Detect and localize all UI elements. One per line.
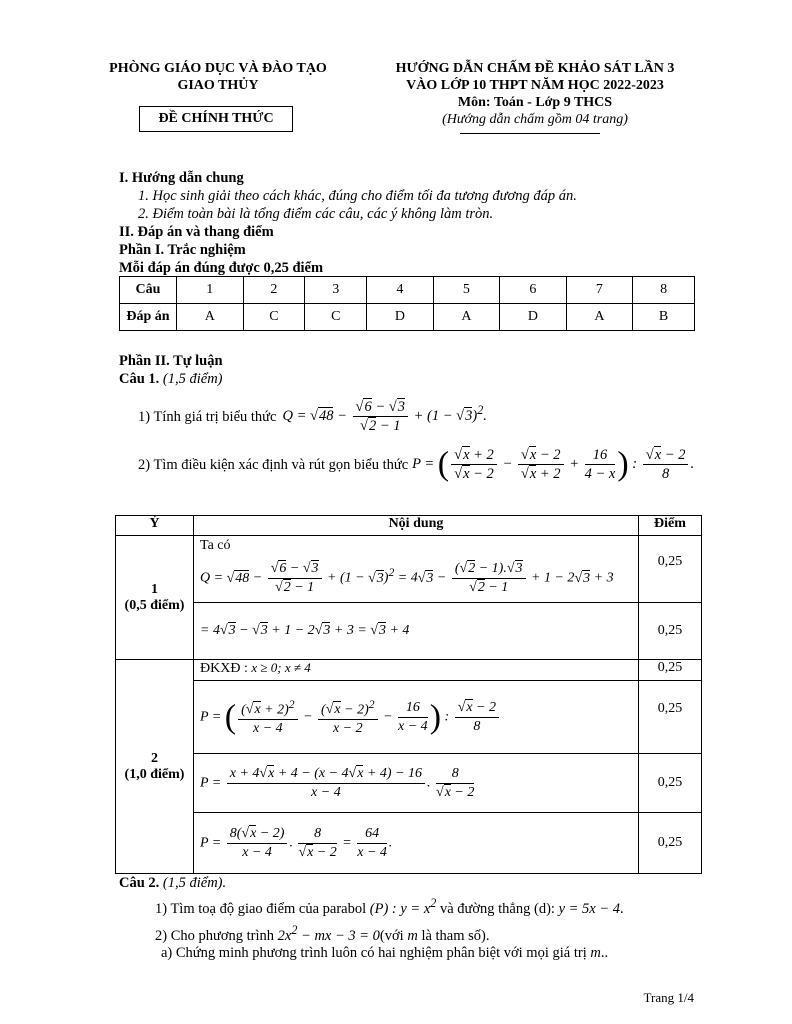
question-cell: 7	[566, 277, 633, 304]
header-divider	[460, 133, 600, 134]
general-note-1: 1. Học sinh giải theo cách khác, đúng cho điểm tối đa tương đương đáp án.	[138, 188, 577, 204]
item-1-label	[116, 536, 194, 660]
grading-row	[116, 681, 702, 754]
grading-row	[116, 754, 702, 813]
official-badge: ĐỀ CHÍNH THỨC	[139, 106, 293, 132]
q2-task-2-text-b: (với	[379, 927, 404, 944]
col-content-header: Nội dung	[194, 516, 639, 536]
question-cell: 5	[433, 277, 500, 304]
score-cell: 0,25	[639, 536, 702, 603]
answer-cell: C	[305, 304, 367, 331]
answer-cell: B	[633, 304, 695, 331]
question-cell: 4	[367, 277, 434, 304]
answer-table	[119, 276, 695, 331]
score-cell: 0,25	[639, 813, 702, 874]
q1-label: Câu 1.	[119, 371, 160, 387]
page-count-note: (Hướng dẫn chấm gồm 04 trang)	[442, 112, 628, 127]
part1-title: Phần I. Trắc nghiệm	[119, 242, 246, 258]
item-1-points: (0,5 điểm)	[124, 597, 185, 613]
section-answers-title: II. Đáp án và thang điểm	[119, 224, 274, 240]
doc-title-1: HƯỚNG DẪN CHẤM ĐỀ KHẢO SÁT LẦN 3	[395, 61, 675, 76]
item-2-label	[116, 660, 194, 874]
q2-task-2-text-c: là tham số).	[421, 927, 490, 944]
answer-cell: D	[500, 304, 567, 331]
district-name: GIAO THỦY	[177, 78, 259, 93]
item-2-step-2: P = $\frac{x + 4√ x + 4 - (x - 4√ x + 4) - 16}{x - 4}$ . 8 √ x − 2	[194, 754, 639, 813]
q1-task-2-text: 2) Tìm điều kiện xác định và rút gọn biểu thức	[138, 456, 409, 473]
q2-heading	[119, 874, 226, 892]
q1-task-2	[138, 446, 694, 483]
q2-points: (1,5 điểm).	[162, 875, 227, 891]
answer-cell: A	[566, 304, 633, 331]
q2-label: Câu 2.	[119, 875, 160, 891]
question-cell: 6	[500, 277, 567, 304]
subject-line: Môn: Toán - Lớp 9 THCS	[457, 95, 613, 110]
item-2-step-1: P = ( $\frac{(√ x + 2)^2}{x - 4}$ − $\frac{(√ x - 2)^2}{x - 2}$ − $\frac{16}{x - 4}$ ) : √ $\frac{x - 2}{8}$	[194, 681, 639, 754]
q1-heading	[119, 370, 223, 388]
q2-task-1-text-b: và đường thẳng	[439, 900, 531, 917]
p-expression: P = ( √ x + 2 √ x − 2 − √ x − 2 √ x + 2 + $\frac{16}{4 - x}$ ) : √ $\frac{x - 2}{8}$ .	[412, 446, 694, 483]
dkxd-label: ĐKXĐ :	[200, 661, 248, 676]
score-cell: 0,25	[639, 754, 702, 813]
question-row	[120, 277, 695, 304]
question-cell: 8	[633, 277, 695, 304]
col-item-header: Ý	[116, 516, 194, 536]
item-2-condition: ĐKXĐ : x ≥ 0; x ≠ 4	[194, 660, 639, 681]
grading-row	[116, 603, 702, 660]
q2-task-2: 2) Cho phương trình $2x^2$ − mx − 3 = 0(với m là tham số).	[155, 923, 490, 944]
q2-task-2a-text: a) Chứng minh phương trình luôn có hai nghiệm phân biệt với mọi giá trị	[161, 945, 587, 961]
grading-row	[116, 813, 702, 874]
q1-expression: Q = √ 48 − √ 6 − √ 3 √ 2 − 1 + (1 − √ 3)$^2$.	[282, 398, 486, 435]
item-2-step-3: P = $\frac{8(√ x - 2)}{x - 4}$ . 8 √ x − 2 = $\frac{64}{x - 4}$ .	[194, 813, 639, 874]
q2-task-2a: a) Chứng minh phương trình luôn có hai nghiệm phân biệt với mọi giá trị m..	[161, 945, 609, 961]
section-general-title: I. Hướng dẫn chung	[119, 170, 244, 186]
item-2-number: 2	[151, 750, 158, 766]
grading-row	[116, 536, 702, 603]
question-row-label: Câu	[120, 277, 177, 304]
answer-cell: C	[243, 304, 305, 331]
intro-text: Ta có	[200, 538, 231, 553]
q1-task-1	[138, 398, 487, 435]
header-left	[88, 60, 348, 94]
part2-title: Phần II. Tự luận	[119, 353, 223, 369]
answer-row	[120, 304, 695, 331]
q2-task-2-text: 2) Cho phương trình	[155, 927, 275, 944]
doc-title-2: VÀO LỚP 10 THPT NĂM HỌC 2022-2023	[406, 78, 664, 93]
answer-cell: A	[177, 304, 244, 331]
item-1-number: 1	[151, 581, 158, 597]
header-right	[360, 60, 710, 128]
page-number: Trang 1/4	[643, 990, 694, 1005]
col-score-header: Điểm	[639, 516, 702, 536]
question-cell: 3	[305, 277, 367, 304]
score-cell: 0,25	[639, 660, 702, 681]
q2-task-1: 1) Tìm toạ độ giao điểm của parabol (P) : $y = x^2$ và đường thẳng (d): y = 5x − 4.	[155, 896, 624, 917]
general-note-2: 2. Điểm toàn bài là tổng điểm các câu, các ý không làm tròn.	[138, 206, 494, 222]
part1-note: Mỗi đáp án đúng được 0,25 điểm	[119, 260, 324, 276]
department-name: PHÒNG GIÁO DỤC VÀ ĐÀO TẠO	[109, 61, 327, 76]
score-cell: 0,25	[639, 603, 702, 660]
q1-points: (1,5 điểm)	[162, 371, 223, 387]
grading-row	[116, 660, 702, 681]
q1-task-1-text: 1) Tính giá trị biểu thức	[138, 408, 277, 425]
score-cell: 0,25	[639, 681, 702, 754]
answer-cell: D	[367, 304, 434, 331]
question-cell: 1	[177, 277, 244, 304]
grading-table	[115, 515, 702, 874]
answer-row-label: Đáp án	[120, 304, 177, 331]
grading-header-row	[116, 516, 702, 536]
question-cell: 2	[243, 277, 305, 304]
item-1-step-1	[194, 536, 639, 603]
item-1-formula-1: Q = √ 48 − √ 6 − √ 3 √ 2 − 1 + (1 − √ 3)$^2$ = 4√ 3 − (√ 2 − 1).√ 3 √ 2 − 1 + 1 − 2√ 3 + 3	[200, 560, 638, 597]
item-2-points: (1,0 điểm)	[124, 766, 185, 782]
q2-task-1-text: 1) Tìm toạ độ giao điểm của parabol	[155, 900, 367, 917]
item-1-step-2: = 4√ 3 − √ 3 + 1 − 2√ 3 + 3 = √ 3 + 4	[194, 603, 639, 660]
answer-cell: A	[433, 304, 500, 331]
